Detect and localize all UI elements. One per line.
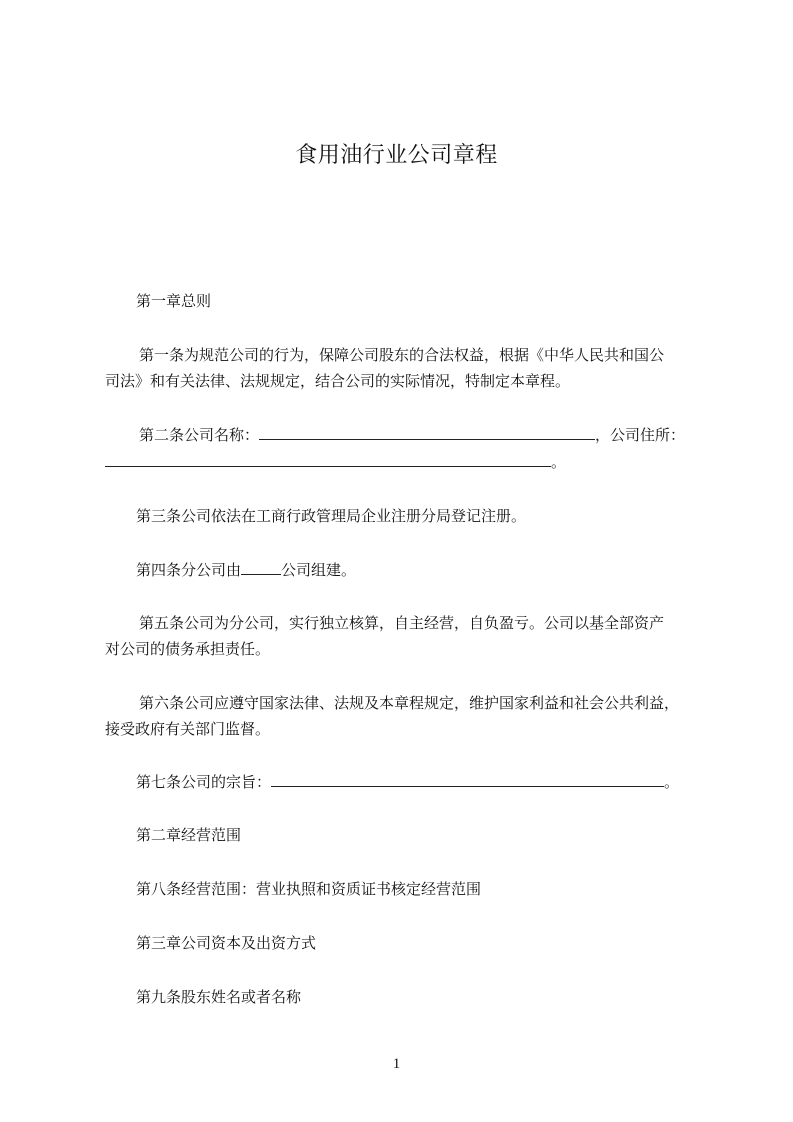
article-7 [136, 770, 706, 794]
article-4-end: 公司组建。 [281, 561, 357, 579]
article-2-end: 。 [551, 453, 567, 471]
article-4-start: 第四条分公司由 [136, 561, 242, 579]
article-1-line-1: 第一条为规范公司的行为，保障公司股东的合法权益，根据《中华人民共和国公 [139, 346, 665, 364]
article-2-line-2 [105, 450, 705, 474]
company-purpose-blank[interactable] [271, 770, 664, 787]
company-name-blank[interactable] [259, 423, 595, 440]
article-8: 第八条经营范围：营业执照和资质证书核定经营范围 [136, 880, 482, 898]
article-7-end: 。 [664, 773, 680, 791]
article-7-label: 第七条公司的宗旨： [136, 773, 272, 791]
article-9: 第九条股东姓名或者名称 [136, 988, 302, 1006]
parent-company-blank[interactable] [241, 558, 281, 575]
article-5-line-1: 第五条公司为分公司，实行独立核算，自主经营，自负盈亏。公司以基全部资产 [139, 614, 665, 632]
article-6-line-1: 第六条公司应遵守国家法律、法规及本章程规定，维护国家利益和社会公共利益， [139, 694, 680, 712]
article-3: 第三条公司依法在工商行政管理局企业注册分局登记注册。 [136, 507, 527, 525]
page-number: 1 [392, 1056, 401, 1072]
article-2-line-1 [139, 423, 706, 447]
chapter-3-heading: 第三章公司资本及出资方式 [136, 934, 317, 952]
article-1-line-2: 司法》和有关法律、法规规定，结合公司的实际情况，特制定本章程。 [105, 372, 571, 390]
article-2-label: 第二条公司名称： [139, 426, 260, 444]
article-5-line-2: 对公司的债务承担责任。 [105, 640, 271, 658]
document-title: 食用油行业公司章程 [295, 143, 498, 168]
article-2-address-label: ，公司住所： [595, 426, 686, 444]
chapter-1-heading: 第一章总则 [136, 292, 212, 310]
chapter-2-heading: 第二章经营范围 [136, 826, 242, 844]
company-address-blank[interactable] [105, 450, 551, 467]
article-4 [136, 558, 706, 582]
article-6-line-2: 接受政府有关部门监督。 [105, 720, 271, 738]
